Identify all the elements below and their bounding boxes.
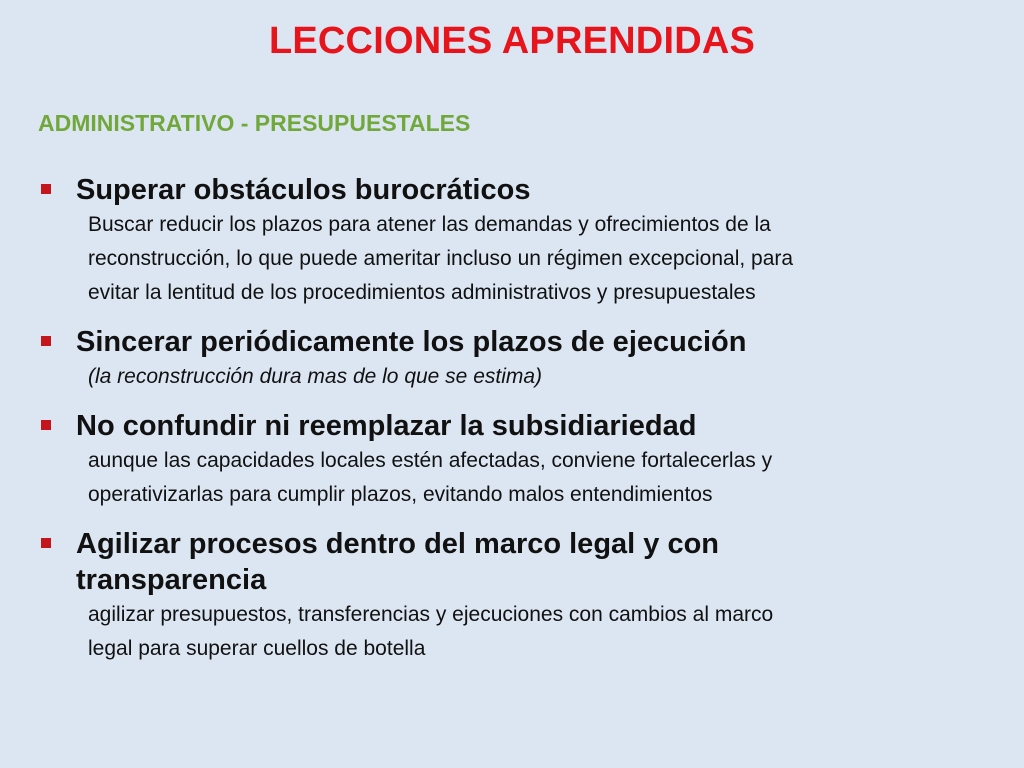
- bullet-heading: Agilizar procesos dentro del marco legal y con: [76, 528, 720, 560]
- bullet-item: [38, 172, 988, 310]
- square-bullet-icon: [41, 420, 51, 430]
- bullet-detail-line: reconstrucción, lo que puede ameritar incluso un régimen excepcional, para: [88, 247, 794, 270]
- bullet-item: [38, 408, 988, 512]
- square-bullet-icon: [41, 184, 51, 194]
- bullet-heading: Sincerar periódicamente los plazos de ejecución: [76, 326, 747, 358]
- bullet-detail-line: legal para superar cuellos de botella: [88, 637, 426, 660]
- bullet-detail-line: aunque las capacidades locales estén afectadas, conviene fortalecerlas y: [88, 449, 773, 472]
- slide-subtitle: ADMINISTRATIVO - PRESUPUESTALES: [38, 110, 471, 136]
- bullet-heading: transparencia: [76, 564, 267, 596]
- bullet-detail-line: Buscar reducir los plazos para atener las demandas y ofrecimientos de la: [88, 213, 771, 236]
- bullet-detail-line: operativizarlas para cumplir plazos, evitando malos entendimientos: [88, 483, 713, 506]
- bullet-heading: Superar obstáculos burocráticos: [76, 174, 531, 206]
- bullet-detail-line: agilizar presupuestos, transferencias y ejecuciones con cambios al marco: [88, 603, 774, 626]
- square-bullet-icon: [41, 538, 51, 548]
- bullet-detail-line: evitar la lentitud de los procedimientos administrativos y presupuestales: [88, 281, 756, 304]
- bullet-heading: No confundir ni reemplazar la subsidiariedad: [76, 410, 697, 442]
- slide-title: LECCIONES APRENDIDAS: [268, 20, 756, 62]
- square-bullet-icon: [41, 336, 51, 346]
- bullet-item: [38, 526, 988, 666]
- bullet-list: [38, 172, 988, 680]
- bullet-detail-line: (la reconstrucción dura mas de lo que se estima): [88, 365, 543, 388]
- bullet-item: [38, 324, 988, 394]
